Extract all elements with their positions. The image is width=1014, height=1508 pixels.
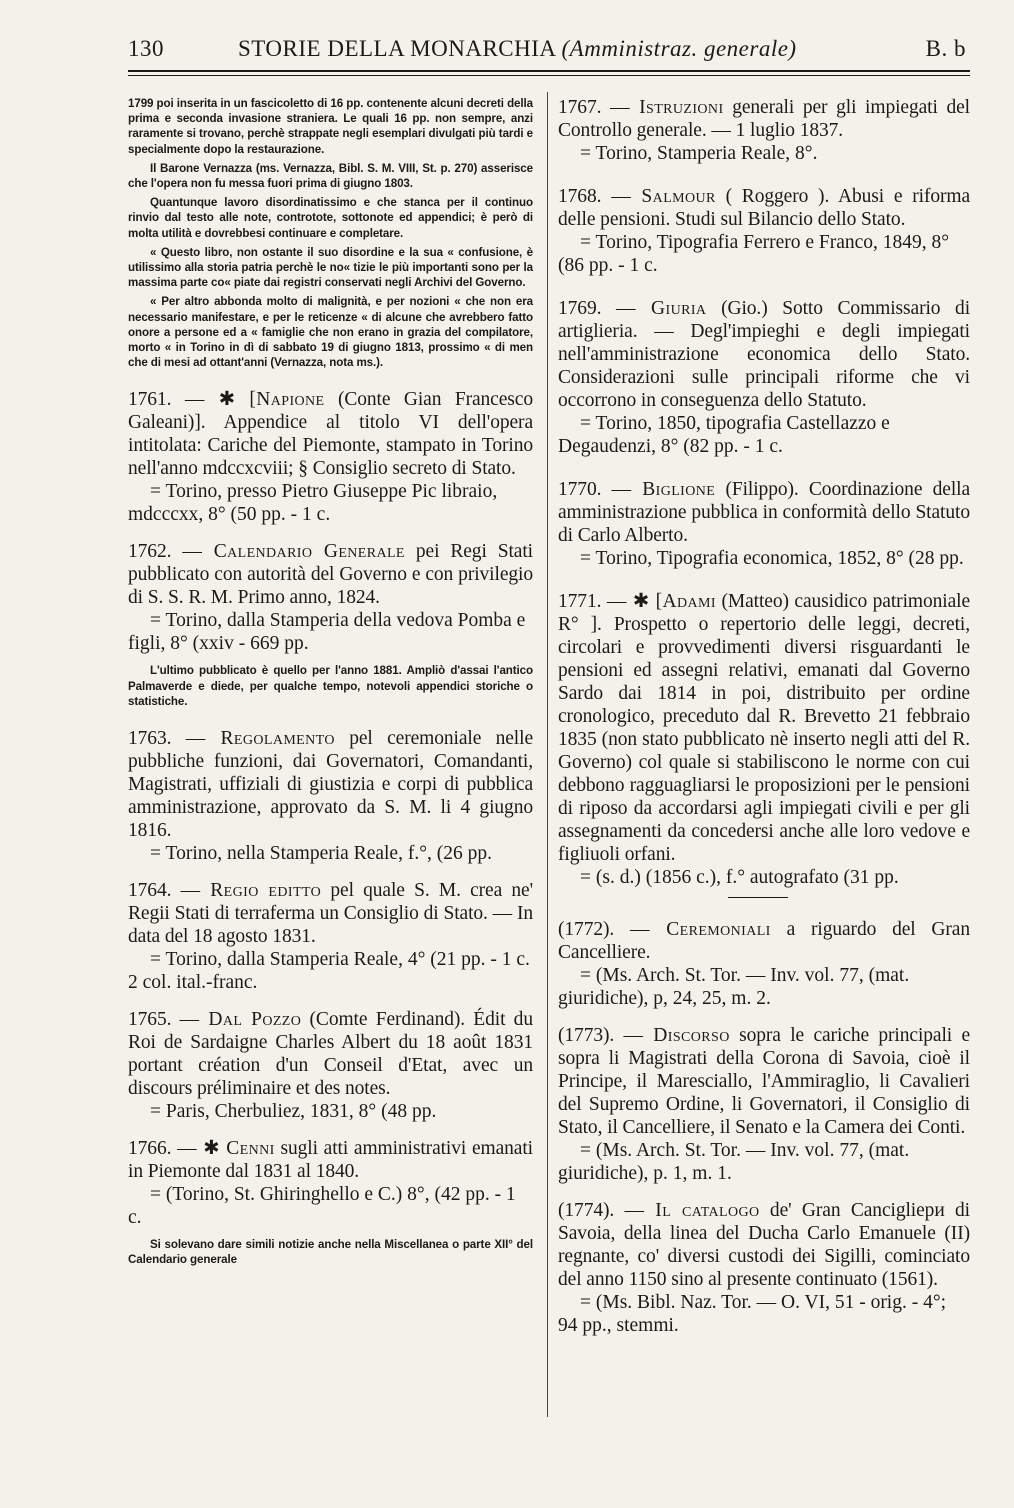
catalog-entry: 1761. — ✱ [Napione (Conte Gian Francesco Galeani)]. Appendice al titolo VI dell'opera intitolata: Cariche del Piemonte, stampato in Torino nell'anno mdccxcviii; § Consiglio secreto di Stato. [128, 389, 533, 480]
catalog-entry: 1763. — Regolamento pel ceremoniale nelle pubbliche funzioni, dai Governatori, Comandanti, Magistrati, uffiziali di giustizia e corpi di pubblica amministrazione, approvato da S. M. li 4 giugno 1816. [128, 728, 534, 842]
catalog-entry: 1767. — Istruzioni generali per gli impiegati del Controllo generale. — 1 luglio 1837. [558, 97, 970, 141]
note-paragraph: 1799 poi inserita in un fascicoletto di 16 pp. contenente alcuni decreti della prima e seconda invasione straniera. Le quali 16 pp. non sempre, anzi raramente si trovano, perchè strappate negli esemplari divulgati più tardi e specialmente dopo la restaurazione. [128, 97, 533, 156]
imprint-line: = Paris, Cherbuliez, 1831, 8° (48 pp. [150, 1101, 437, 1123]
catalog-entry: (1774). — Il catalogo de' Gran Cancigliери di Savoia, della linea del Ducha Carlo Emanuele (II) regnante, co' diversi custodi dei Sigilli, cominciato del anno 1150 sino al presente continuato (1561). [558, 1200, 970, 1290]
right-column [558, 96, 970, 1337]
note-paragraph: « Per altro abbonda molto di malignità, e per nozioni « che non era necessario manifestare, e per le reticenze « di alcune che avrebbero fatto onore a persone ed a « famiglie che non erano in grazia del compilatore, morto « in Torino in dì di sabbato 19 di giugno 1813, prossimo « di men che di mesi ad ottant'anni (Vernazza, nota ms.). [128, 295, 533, 370]
imprint-line: = Torino, Tipografia economica, 1852, 8° (28 pp. [580, 548, 964, 569]
imprint-line: = (Torino, St. Ghiringhello e C.) 8°, (42 pp. - 1 c. [128, 1184, 516, 1229]
catalog-entry: 1764. — Regio editto pel quale S. M. crea ne' Regii Stati di terraferma un Consiglio di Stato. — In data del 18 agosto 1831. [128, 880, 533, 948]
catalog-entry: 1769. — Giuria (Gio.) Sotto Commissario di artiglieria. — Degl'impieghi e degli impiegati nell'amministrazione economica dello Stato. Considerazioni sulle principali riforme che vi occorrono in conseguenza dello Statuto. [558, 298, 971, 411]
page-number: 130 [128, 36, 164, 61]
column-divider [547, 92, 548, 1417]
imprint-line: = (s. d.) (1856 c.), f.° autografato (31 pp. [580, 867, 899, 888]
entry-note: L'ultimo pubblicato è quello per l'anno 1881. Ampliò d'assai l'antico Palmaverde e diede, per qualche tempo, notevoli appendici storiche o statistiche. [128, 664, 533, 708]
imprint-line: = Torino, Stamperia Reale, 8°. [580, 143, 818, 164]
entry-note: Si solevano dare simili notizie anche nella Miscellanea o parte XII° del Calendario generale [128, 1238, 533, 1267]
imprint-line: = Torino, presso Pietro Giuseppe Pic libraio, mdcccxx, 8° (50 pp. - 1 c. [128, 481, 498, 526]
catalog-entry: (1773). — Discorso sopra le cariche principali e sopra li Magistrati della Corona di Savoia, cioè il Principe, il Maresciallo, l'Ammiraglio, li Cavalieri del Supremo Ordine, li Governatori, il Consiglio di Stato, il Cancelliere, il Senato e la Camera dei Conti. [558, 1025, 971, 1138]
running-title: STORIE DELLA MONARCHIA (Amministraz. generale) [238, 36, 797, 61]
signature-mark: B. b [925, 36, 966, 61]
imprint-line: = Torino, dalla Stamperia Reale, 4° (21 pp. - 1 c. 2 col. ital.-franc. [128, 949, 530, 994]
catalog-entry: 1765. — Dal Pozzo (Comte Ferdinand). Édit du Roi de Sardaigne Charles Albert du 18 août 1831 portant création d'un Conseil d'Etat, avec un discours préliminaire et des notes. [128, 1009, 533, 1100]
imprint-line: = Torino, Tipografia Ferrero e Franco, 1849, 8° (86 pp. - 1 c. [558, 232, 950, 276]
catalog-entry: 1762. — Calendario Generale pei Regi Stati pubblicato con autorità del Governo e con privilegio di S. S. R. M. Primo anno, 1824. [128, 541, 533, 609]
catalog-entry: (1772). — Ceremoniali a riguardo del Gran Cancelliere. [558, 919, 971, 963]
imprint-line: = Torino, 1850, tipografia Castellazzo e Degaudenzi, 8° (82 pp. - 1 c. [558, 413, 890, 457]
section-rule [728, 897, 788, 898]
imprint-line: = (Ms. Bibl. Naz. Tor. — O. VI, 51 - orig. - 4°; 94 pp., stemmi. [558, 1292, 947, 1336]
imprint-line: = (Ms. Arch. St. Tor. — Inv. vol. 77, (mat. giuridiche), p. 1, m. 1. [558, 1140, 910, 1184]
imprint-line: = Torino, dalla Stamperia della vedova Pomba e figli, 8° (xxiv - 669 pp. [128, 610, 526, 655]
imprint-line: = Torino, nella Stamperia Reale, f.°, (26 pp. [150, 843, 492, 865]
running-header [128, 30, 970, 72]
catalog-entry: 1770. — Biglione (Filippo). Coordinazione della amministrazione pubblica in conformità dello Statuto di Carlo Alberto. [558, 479, 971, 546]
note-paragraph: « Questo libro, non ostante il suo disordine e la sua « confusione, è utilissimo alla storia patria perchè le no« tizie le più importanti sono per la massima parte co« piate dai registri conservati negli Archivi del Governo. [128, 245, 533, 290]
catalog-entry: 1771. — ✱ [Adami (Matteo) causidico patrimoniale R° ]. Prospetto o repertorio delle leggi, decreti, circolari e provvedimenti diversi risguardanti le pensioni ed assegni relativi, emanati dal Governo Sardo dai 1814 in poi, distribuito per ordine cronologico, preceduto dal R. Brevetto 21 febbraio 1835 (non stato pubblicato nè inserto negli atti del R. Governo) col quale si stabiliscono le norme con cui debbono ragguagliarsi le proposizioni per le pensioni di riposo da accordarsi agli impiegati civili e per gli assegnamenti da concedersi anche alle loro vedove e figliuoli orfani. [558, 591, 971, 865]
left-column [128, 96, 533, 1271]
header-rule [128, 75, 970, 76]
catalog-entry: 1768. — Salmour ( Roggero ). Abusi e riforma delle pensioni. Studi sul Bilancio dello Stato. [558, 186, 971, 230]
catalog-entry: 1766. — ✱ Cenni sugli atti amministrativi emanati in Piemonte dal 1831 al 1840. [128, 1138, 533, 1183]
imprint-line: = (Ms. Arch. St. Tor. — Inv. vol. 77, (mat. giuridiche), p, 24, 25, m. 2. [558, 965, 910, 1009]
note-paragraph: Il Barone Vernazza (ms. Vernazza, Bibl. S. M. VIII, St. p. 270) asserisce che l'opera non fu messa fuori prima di giugno 1803. [128, 161, 533, 191]
note-paragraph: Quantunque lavoro disordinatissimo e che stanca per il continuo rinvio dal testo alle note, controtote, sottonote ed appendici; è però di molta utilità e dovrebbesi continuare e completare. [128, 196, 533, 240]
